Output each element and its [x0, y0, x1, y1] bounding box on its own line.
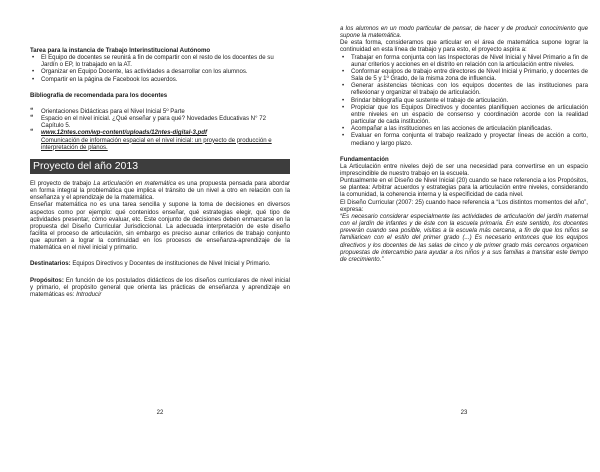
- list-item: • Generar asistencias técnicas con los equipos docentes de las instituciones para reflexionar y organizar el trabajo de articulación.: [340, 82, 588, 96]
- right-page: [340, 25, 588, 450]
- intro-paragraph: [30, 180, 290, 201]
- banner-title: Proyecto del año 2013: [33, 159, 139, 172]
- fundamentacion-paragraph-1: La Articulación entre niveles dejó de ser una necesidad para convertirse en un espacio imprescindible de nuestro trabajo en la escuela.: [340, 162, 588, 177]
- project-name: La articulación en matemática: [93, 179, 177, 187]
- list-item: • Propiciar que los Equipos Directivos y docentes planifiquen acciones de articulación entre niveles en un espacio de consenso y coordinación acorde con la realidad particular de cada institución.: [340, 104, 588, 125]
- list-item: [30, 129, 290, 150]
- bibliography-list: [30, 108, 290, 151]
- list-item: • Compartir en la página de Facebook los acuerdos.: [30, 76, 290, 83]
- curriculum-quote: “Es necesario considerar especialmente las actividades de articulación del jardín maternal con el jardín de infantes y de éste con la escuela primaria. En este sentido, los docentes preverán cuando sea posible, visitas a la escuela más cercana, a fin de que los niños se familiaricen con el estilo del primer grado (...) Es necesario entonces que los equipos directivos y los docentes de las salas de cinco y de primer grado más cercanos organicen propuestas de intercambio para ayudar a los niños y a sus familias a transitar este tiempo de crecimiento.”: [340, 212, 588, 263]
- project-aims-list: [340, 54, 588, 147]
- list-item: • Organizar en Equipo Docente, las actividades a desarrollar con los alumnos.: [30, 68, 290, 75]
- intro-text-start: El proyecto de trabajo: [30, 179, 94, 187]
- list-item: • Acompañar a las instituciones en las acciones de articulación planificadas.: [340, 125, 588, 132]
- propositos-label: Propósitos:: [30, 276, 64, 284]
- list-item: • Conformar equipos de trabajo entre directores de Nivel Inicial y Primario, y docentes de Sala de 5 y 1º Grado, de la misma zona de influencia.: [340, 68, 588, 82]
- propositos-italic: Introducir: [76, 290, 102, 298]
- list-item: ❝ Espacio en el nivel inicial. ¿Qué enseñar y para qué? Novedades Educativas N° 72 Capítulo 5.: [30, 115, 290, 129]
- destinatarios-paragraph: [30, 260, 290, 267]
- left-page: [30, 47, 290, 472]
- section-title-bibliografia: Bibliografía de recomendada para los docentes: [30, 91, 168, 99]
- list-item: ❝ Orientaciones Didácticas para el Nivel Inicial 5º Parte: [30, 108, 290, 115]
- fundamentacion-paragraph-3: El Diseño Curricular (2007: 25) cuando hace referencia a “Los distintos momentos del año”, expresa:: [340, 198, 588, 213]
- page-number-right: 23: [460, 410, 468, 416]
- propositos-paragraph: [30, 277, 290, 298]
- fundamentacion-paragraph-2: Puntualmente en el Diseño de Nivel Inicial (20) cuando se hace referencia a los Propósitos, se plantea: Arbitrar acuerdos y estrategias para la articulación entre niveles, considerando la comunidad, la coherencia interna y la especificidad de cada nivel.: [340, 177, 588, 199]
- continued-italic-text: a los alumnos en un modo particular de pensar, de hacer y de producir conocimiento que supone la matemática.: [340, 25, 588, 40]
- destinatarios-label: Destinatarios:: [30, 260, 71, 268]
- list-item: • Evaluar en forma conjunta el trabajo realizado y proyectar líneas de acción a corto, mediano y largo plazo.: [340, 132, 588, 146]
- intro-text-end: es una propuesta pensada para abordar en forma integral la problemática que implica el tránsito de un nivel a otro en relación con la enseñanza y el aprendizaje de la matemática.: [30, 179, 290, 202]
- list-item: • El Equipo de docentes se reunirá a fin de compartir con el resto de los docentes de su Jardín o EP, lo trabajado en la AT.: [30, 54, 290, 68]
- section-title-tarea: Tarea para la instancia de Trabajo Interinstitucional Autónomo: [30, 47, 211, 54]
- decisions-paragraph: Enseñar matemática no es una tarea sencilla y supone la toma de decisiones en diversos aspectos como por ejemplo: qué contenidos enseñar, qué estrategias elegir, qué tipo de actividades presentar, cómo evaluar, etc. Este conjunto de decisiones deben enmarcarse en la propuesta del Diseño Curricular Jurisdiccional. La adecuada interpretación de este diseño facilita el proceso de articulación, sin embargo es preciso aunar criterios de trabajo conjunto que apunten a lograr la continuidad en los procesos de enseñanza-aprendizaje de la matemática en el nivel inicial y primario.: [30, 201, 290, 252]
- propositos-text: En función de los postulados didácticos de los diseños curriculares de nivel inicial y primario, el propósito general que orienta las prácticas de enseñanza y aprendizaje en matemáticas es:: [30, 276, 290, 298]
- bibliography-link[interactable]: www.12ntes.com/wp-content/uploads/12ntes-digital-3.pdf: [41, 129, 208, 137]
- section-title-fundamentacion: Fundamentación: [340, 155, 389, 163]
- list-item: • Brindar bibliografía que sustente el trabajo de articulación.: [340, 97, 588, 104]
- project-aims-paragraph: De esta forma, consideramos que articular en el área de matemática supone lograr la continuidad en esta línea de trabajo y para esto, el proyecto aspira a:: [340, 39, 588, 54]
- tarea-bullet-list: [30, 54, 290, 83]
- destinatarios-text: Equipos Directivos y Docentes de instituciones de Nivel Inicial y Primario.: [70, 260, 271, 268]
- project-year-banner: [30, 159, 290, 174]
- bibliography-link-description: Comunicación de información espacial en el nivel inicial: un proyecto de producción e interpretación de planos.: [41, 136, 272, 151]
- list-item: • Trabajar en forma conjunta con las Inspectoras de Nivel Inicial y Nivel Primario a fin de aunar criterios y acciones en el distrito en relación con la articulación entre niveles.: [340, 54, 588, 68]
- page-number-left: 22: [156, 410, 164, 416]
